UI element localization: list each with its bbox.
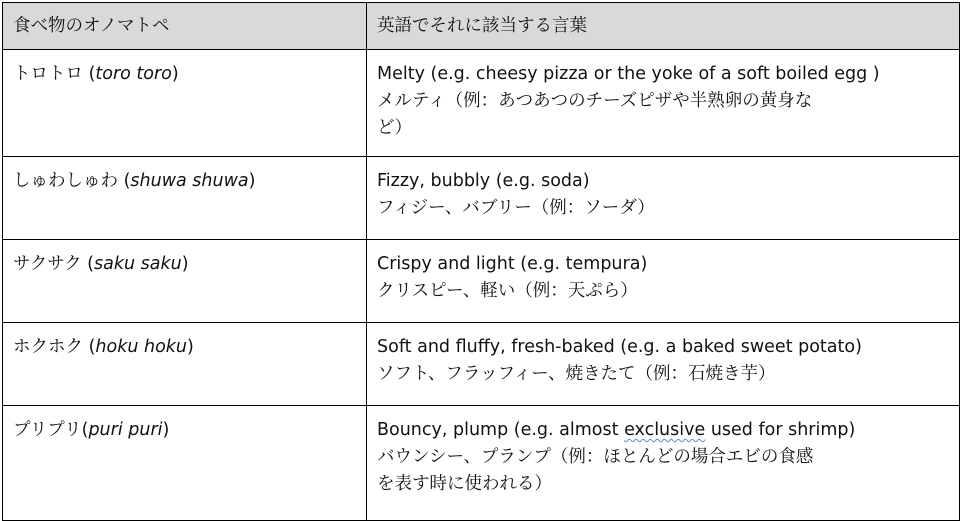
- header-onomatopoeia: 食べ物のオノマトペ: [3, 3, 367, 50]
- japanese-text: クリスピー、軽い（例：天ぷら）: [377, 281, 638, 301]
- paren-open: (: [81, 420, 89, 440]
- paren-open: (: [83, 337, 96, 357]
- table-row: [3, 157, 960, 240]
- paren-close: ): [248, 171, 256, 191]
- onomatopoeia-cell: [3, 406, 367, 521]
- paren-close: ): [187, 337, 194, 357]
- table-header-row: [3, 3, 960, 50]
- header-english-equivalent: 英語でそれに該当する言葉: [367, 3, 960, 50]
- onomatopoeia-word: サクサク: [13, 254, 82, 274]
- table-row: [3, 50, 960, 157]
- onomatopoeia-word: プリプリ: [13, 420, 82, 440]
- romaji: shuwa shuwa: [130, 171, 249, 191]
- onomatopoeia-cell: [3, 240, 367, 323]
- english-cell: [367, 323, 960, 406]
- english-cell: [367, 50, 960, 157]
- onomatopoeia-cell: [3, 50, 367, 157]
- romaji: puri puri: [88, 420, 163, 440]
- onomatopoeia-word: トロトロ: [13, 64, 83, 84]
- romaji: saku saku: [94, 254, 182, 274]
- paren-open: (: [118, 171, 131, 191]
- onomatopoeia-table: [2, 2, 960, 521]
- romaji: toro toro: [95, 64, 172, 84]
- paren-close: ): [171, 64, 179, 84]
- japanese-text: バウンシー、プランプ（例：ほとんどの場合エビの食感: [377, 447, 814, 467]
- paren-open: (: [83, 64, 96, 84]
- paren-close: ): [181, 254, 189, 274]
- japanese-text-continued: ど）: [377, 118, 412, 138]
- english-text: [377, 417, 949, 444]
- japanese-text: メルティ（例：あつあつのチーズピザや半熟卵の黄身な: [377, 91, 813, 111]
- english-text: Crispy and light (e.g. tempura): [377, 254, 648, 274]
- onomatopoeia-word: しゅわしゅわ: [13, 171, 118, 191]
- english-cell: [367, 157, 960, 240]
- english-cell: [367, 406, 960, 521]
- paren-open: (: [81, 254, 94, 274]
- table-row: [3, 406, 960, 521]
- english-text: Melty (e.g. cheesy pizza or the yoke of a soft boiled egg ): [377, 64, 880, 84]
- english-cell: [367, 240, 960, 323]
- english-text: Fizzy, bubbly (e.g. soda): [377, 171, 590, 191]
- japanese-text: ソフト、フラッフィー、焼きたて（例：石焼き芋）: [377, 364, 776, 384]
- japanese-text: フィジー、バブリー（例：ソーダ）: [377, 198, 655, 218]
- table-row: [3, 323, 960, 406]
- onomatopoeia-cell: [3, 157, 367, 240]
- romaji: hoku hoku: [95, 337, 188, 357]
- spellcheck-flagged-word[interactable]: exclusive: [624, 420, 706, 440]
- english-text: Soft and fluffy, fresh-baked (e.g. a baked sweet potato): [377, 337, 862, 357]
- japanese-text-continued: を表す時に使われる）: [377, 474, 552, 494]
- table-row: [3, 240, 960, 323]
- onomatopoeia-word: ホクホク: [13, 337, 83, 357]
- english-text-end: used for shrimp): [705, 420, 856, 440]
- paren-close: ): [162, 420, 170, 440]
- english-text-start: Bouncy, plump (e.g. almost: [377, 420, 625, 440]
- onomatopoeia-cell: [3, 323, 367, 406]
